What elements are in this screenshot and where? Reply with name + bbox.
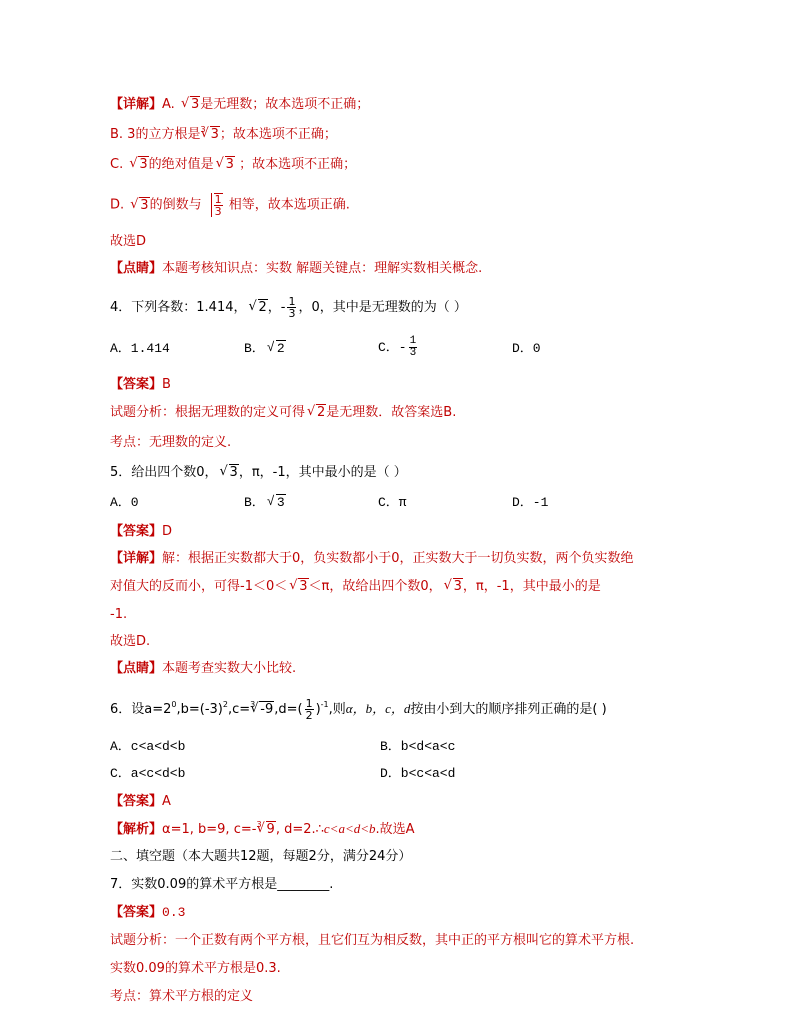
sqrt-symbol: √ 2 [267, 340, 286, 358]
detail-c-line [110, 156, 356, 174]
q7-analysis-1: 试题分析：一个正数有两个平方根，且它们互为相反数，其中正的平方根叫它的算术平方根. [110, 933, 635, 948]
cube-root-index: 3 [200, 125, 206, 134]
sqrt-symbol: √ 3 [444, 578, 463, 596]
q6-option-b: B．b<d<a<c [380, 739, 456, 754]
option-a-prefix: A. [162, 97, 175, 112]
q5-detail-3: -1. [110, 607, 128, 622]
q4-analysis: 试题分析：根据无理数的定义可得√ 2是无理数．故答案选B. [110, 404, 456, 422]
q7-analysis-2: 实数0.09的算术平方根是0.3. [110, 961, 281, 976]
note-line [110, 260, 482, 278]
q5-detail-1: 【详解】解：根据正实数都大于0，负实数都小于0，正实数大于一切负实数，两个负实数绝 [110, 551, 634, 566]
q5-note: 【点睛】本题考查实数大小比较. [110, 661, 297, 676]
q7-answer: 【答案】0.3 [110, 905, 186, 920]
detail-b-line [110, 126, 337, 145]
q6-analysis: 【解析】α=1, b=9, c=-$^3$√ 9, d=2.∴c<a<d<b.故选A [110, 820, 415, 840]
cube-root-symbol: √ 3 [201, 126, 220, 144]
sqrt-symbol: √ 3 [216, 156, 235, 174]
sqrt-symbol: √ 3 [181, 96, 200, 114]
sqrt-symbol: √ 3 [289, 578, 308, 596]
q4-option-d: D．0 [512, 341, 541, 356]
q4-answer: 【答案】B [110, 377, 171, 392]
q5-option-d: D．-1 [512, 495, 549, 510]
detail-d-mid: 的倒数与 [149, 197, 202, 213]
sqrt-symbol: √ 2 [249, 299, 268, 317]
q5-option-c: C．π [378, 495, 407, 510]
detail-d-line [110, 193, 350, 217]
q7-stem: 7．实数0.09的算术平方根是________. [110, 877, 334, 892]
q6-option-c: C．a<c<d<b [110, 766, 186, 781]
fraction: $\frac{1}{3}$ [409, 335, 417, 359]
q5-option-b: B．√ 3 [244, 494, 286, 512]
q5-detail-2: 对值大的反而小，可得-1＜0＜√ 3＜π，故给出四个数0，√ 3，π，-1，其中最小的是 [110, 578, 601, 596]
choose-d: 故选D [110, 234, 147, 249]
cube-root-symbol: √ -9 [250, 701, 274, 719]
detail-c-text: ；故本选项不正确； [239, 157, 357, 172]
detail-c-mid: 的绝对值是 [148, 157, 214, 172]
note-tag: 【点睛】 [110, 261, 163, 276]
sqrt-symbol: √ 3 [267, 494, 286, 512]
sqrt-fraction: $\frac{1}{3}$ [202, 193, 225, 217]
q4-stem: 4．下列各数：1.414，√ 2，- $\frac{1}{3}$ ，0，其中是无理数的为（ ） [110, 296, 467, 319]
q6-answer: 【答案】A [110, 794, 171, 809]
detail-a-text: 是无理数；故本选项不正确； [200, 97, 370, 112]
q5-answer: 【答案】D [110, 524, 173, 539]
detail-c-prefix: C. [110, 157, 124, 172]
q5-stem: 5．给出四个数0，√ 3，π，-1，其中最小的是（ ） [110, 464, 407, 482]
sqrt-symbol: √ 3 [129, 156, 148, 174]
sqrt-symbol: √ 2 [307, 404, 326, 422]
sqrt-symbol: √ 3 [130, 197, 149, 215]
q6-option-a: A．c<a<d<b [110, 739, 186, 754]
detail-d-prefix: D. [110, 197, 125, 213]
q4-option-b: B．√ 2 [244, 340, 286, 358]
q5-option-a: A．0 [110, 495, 139, 510]
detail-tag: 【详解】 [110, 97, 163, 112]
fraction: $\frac{1}{2}$ [305, 697, 313, 722]
q4-option-c: C．- $\frac{1}{3}$ [378, 335, 417, 359]
q6-stem: 6．设$a=2^0,b=(-3)^2,c=^3√$ -9,d=( $\frac{1}{2}$ )$^{-1}$,则α，b，c，d按由小到大的顺序排列正确的是( ) [110, 698, 607, 721]
q6-option-d: D．b<c<a<d [380, 766, 456, 781]
detail-b-text: ；故本选项不正确； [219, 127, 337, 142]
q5-choose: 故选D. [110, 634, 151, 649]
detail-b-prefix: B. 3的立方根是 [110, 127, 201, 142]
q7-point: 考点：算术平方根的定义 [110, 989, 254, 1004]
detail-d-text: 相等，故本选项正确. [228, 197, 350, 213]
section-heading: 二、填空题（本大题共12题，每题2分，满分24分） [110, 849, 412, 864]
q4-point: 考点：无理数的定义. [110, 435, 232, 450]
fraction: $\frac{1}{3}$ [288, 295, 296, 320]
q4-option-a: A．1.414 [110, 341, 170, 356]
sqrt-symbol: √ 3 [220, 464, 239, 482]
detail-a-line [110, 96, 369, 114]
cube-root-symbol: √ 9 [257, 821, 276, 839]
note-text: 本题考核知识点：实数 解题关键点：理解实数相关概念. [162, 261, 483, 276]
